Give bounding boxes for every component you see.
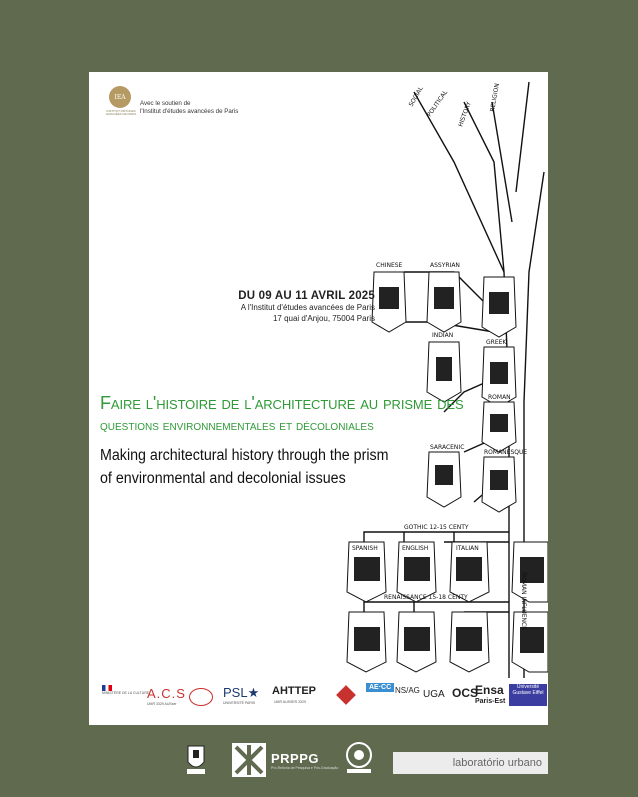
title-french bbox=[100, 392, 500, 436]
circle-logo bbox=[189, 688, 213, 706]
tree-label: GOTHIC 12-15 CENTY bbox=[404, 524, 469, 531]
university-crest-logo bbox=[185, 742, 207, 776]
partner-logos bbox=[89, 680, 548, 720]
title-english-line-1: Making architectural history through the prism bbox=[100, 447, 389, 464]
psl-subtitle: UNIVERSITÉ PARIS bbox=[223, 701, 256, 705]
support-line-2: l'Institut d'études avancées de Paris bbox=[140, 108, 239, 115]
tree-label: SARACENIC bbox=[430, 444, 465, 451]
tree-label: SOCIAL bbox=[407, 85, 425, 108]
title-french-line-2: questions environnementales et décoloniales bbox=[100, 417, 374, 433]
support-notice bbox=[140, 100, 238, 116]
tree-label: INDIAN bbox=[432, 332, 454, 339]
tree-of-architecture-illustration bbox=[344, 72, 548, 678]
event-venue: A l'Institut d'études avancées de Paris bbox=[240, 303, 375, 312]
ensa-subtitle: Paris-Est bbox=[475, 698, 506, 705]
tree-label: HISTORY bbox=[457, 100, 473, 128]
tree-label: ASSYRIAN bbox=[430, 262, 460, 269]
tree-label: GREEK bbox=[486, 339, 507, 346]
ensa-logo: Ensa bbox=[475, 683, 504, 697]
eiffel-logo: Université Gustave Eiffel bbox=[509, 684, 547, 706]
tree-label: CHINESE bbox=[376, 262, 403, 269]
tree-label: ENGLISH bbox=[402, 545, 429, 552]
title-french-line-1: Faire l'histoire de l'architecture au prisme des bbox=[100, 393, 464, 413]
tree-label: POLITICAL bbox=[425, 89, 450, 119]
poster bbox=[89, 72, 548, 725]
ahttep-logo: AHTTEP bbox=[272, 685, 316, 697]
acs-logo: A.C.S bbox=[147, 686, 186, 701]
acs-subtitle: UMR 3329 AUSser bbox=[147, 702, 177, 706]
prppg-logo bbox=[232, 743, 266, 777]
title-english-line-2: of environmental and decolonial issues bbox=[100, 470, 346, 487]
ias-caption: INSTITUT D'ÉTUDES AVANCÉES DE PARIS bbox=[105, 109, 137, 116]
prppg-subtitle: Pró-Reitoria de Pesquisa e Pós-Graduação bbox=[271, 766, 339, 770]
ocs-logo: OCS bbox=[452, 686, 479, 700]
tree-label: ROMANESQUE bbox=[484, 449, 528, 456]
ahttep-subtitle: UMR AUSSER 3329 bbox=[274, 700, 306, 704]
support-line-1: Avec le soutien de bbox=[140, 100, 191, 107]
event-address: 17 quai d'Anjou, 75004 Paris bbox=[272, 314, 375, 323]
ministere-culture-logo: MINISTÈRE DE LA CULTURE bbox=[102, 685, 132, 695]
tree-label: RENAISSANCE 15-18 CENTY bbox=[384, 594, 468, 601]
prppg-label: PRPPG bbox=[271, 751, 320, 766]
laboratorio-urbano-logo: laboratório urbano bbox=[393, 752, 548, 774]
ias-seal-logo: IEA bbox=[109, 86, 131, 108]
tree-label: SPANISH bbox=[352, 545, 378, 552]
uga-logo: UGA bbox=[423, 689, 445, 700]
psl-logo: PSL★ bbox=[223, 685, 260, 700]
tree-label: ITALIAN bbox=[456, 545, 479, 552]
tree-label: ROMAN INFLUENCE bbox=[520, 572, 527, 630]
tree-label: RELIGION bbox=[489, 82, 501, 113]
tree-label: ROMAN bbox=[488, 394, 511, 401]
nsag-logo: NS/AG bbox=[395, 686, 420, 695]
red-diamond-logo bbox=[336, 685, 356, 705]
aecc-logo: AE·CC bbox=[366, 683, 394, 692]
circular-emblem-logo bbox=[342, 741, 376, 775]
event-details bbox=[238, 290, 375, 324]
title-english bbox=[100, 444, 389, 490]
event-dates: DU 09 AU 11 AVRIL 2025 bbox=[238, 290, 375, 302]
